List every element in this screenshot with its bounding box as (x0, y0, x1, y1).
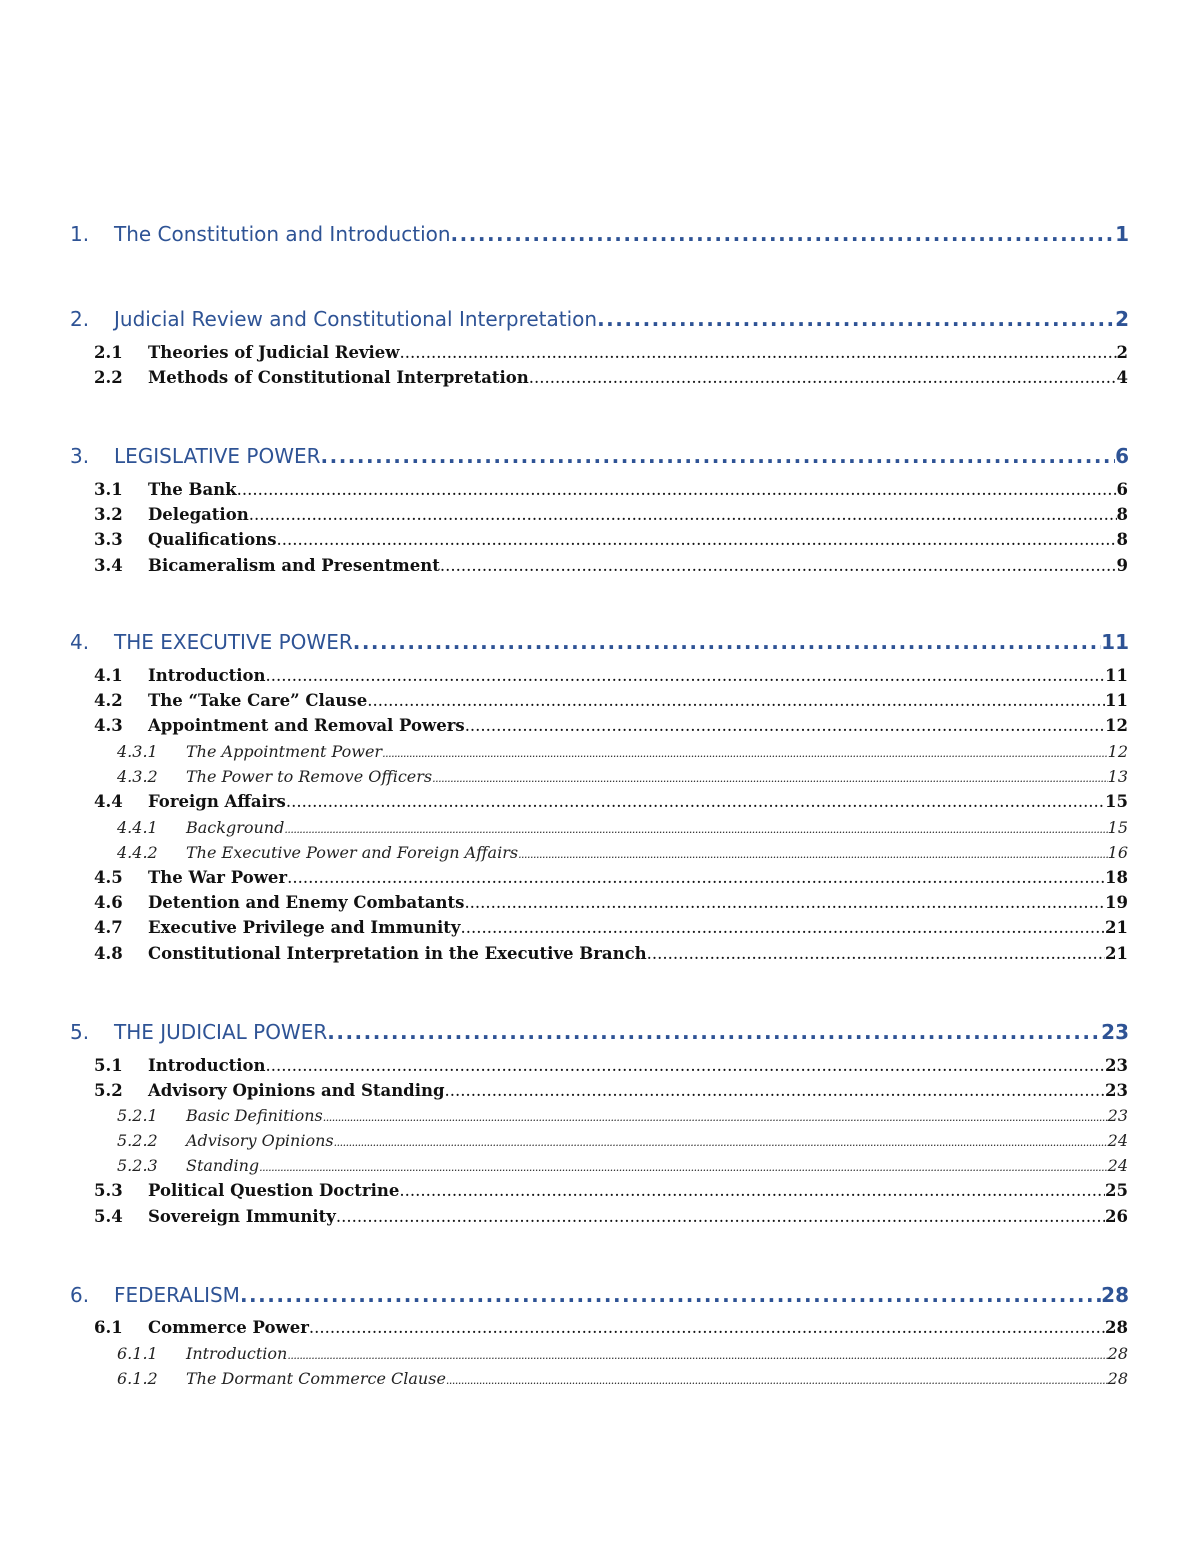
toc-entry-title: LEGISLATIVE POWER (114, 444, 321, 468)
toc-entry-level-3[interactable] (0, 1342, 1200, 1366)
toc-entry-number: 5.3 (94, 1181, 123, 1200)
toc-entry-number: 5.2.2 (117, 1131, 158, 1150)
toc-entry-number: 4. (70, 630, 90, 654)
toc-entry-page-number: 16 (1107, 843, 1128, 862)
toc-entry-number: 6.1.1 (117, 1344, 158, 1363)
toc-entry-title: Qualifications (148, 530, 277, 549)
toc-entry-level-2[interactable] (0, 714, 1200, 738)
toc-entry-title: The Power to Remove Officers (186, 767, 433, 786)
toc-entry-number: 5.4 (94, 1207, 123, 1226)
dot-leader (277, 528, 1117, 552)
toc-entry-title: Delegation (148, 505, 249, 524)
toc-entry-number: 4.4.1 (117, 818, 158, 837)
toc-entry-title: Sovereign Immunity (148, 1207, 336, 1226)
toc-entry-number: 4.7 (94, 918, 123, 937)
toc-entry-level-2[interactable] (0, 554, 1200, 578)
toc-entry-title: Introduction (148, 666, 266, 685)
toc-entry-number: 4.2 (94, 691, 123, 710)
toc-entry-page-number: 28 (1107, 1344, 1128, 1363)
toc-entry-level-1[interactable] (0, 442, 1200, 470)
toc-entry-number: 3. (70, 444, 90, 468)
toc-entry-number: 4.6 (94, 893, 123, 912)
toc-entry-number: 3.4 (94, 556, 123, 575)
toc-entry-page-number: 28 (1105, 1318, 1128, 1337)
toc-entry-level-3[interactable] (0, 1104, 1200, 1128)
toc-entry-page-number: 9 (1116, 556, 1128, 575)
dot-leader (597, 305, 1115, 333)
toc-entry-title: Executive Privilege and Immunity (148, 918, 461, 937)
dot-leader (327, 1018, 1101, 1046)
dot-leader (286, 790, 1105, 814)
toc-entry-title: Judicial Review and Constitutional Interpretation (114, 307, 598, 331)
toc-entry-title: THE JUDICIAL POWER (114, 1020, 328, 1044)
toc-entry-level-2[interactable] (0, 891, 1200, 915)
toc-entry-title: The Executive Power and Foreign Affairs (186, 843, 519, 862)
toc-entry-number: 4.4.2 (117, 843, 158, 862)
dot-leader (237, 478, 1117, 502)
toc-entry-page-number: 25 (1105, 1181, 1128, 1200)
toc-entry-page-number: 11 (1105, 691, 1128, 710)
dot-leader (336, 1205, 1105, 1229)
toc-entry-number: 4.3.1 (117, 742, 158, 761)
toc-entry-page-number: 13 (1107, 767, 1128, 786)
toc-entry-number: 6.1.2 (117, 1369, 158, 1388)
toc-entry-level-2[interactable] (0, 528, 1200, 552)
toc-entry-title: Standing (186, 1156, 260, 1175)
toc-entry-number: 2.1 (94, 343, 123, 362)
toc-entry-title: Bicameralism and Presentment (148, 556, 440, 575)
toc-entry-page-number: 15 (1105, 792, 1128, 811)
toc-entry-number: 3.3 (94, 530, 123, 549)
toc-entry-number: 5.1 (94, 1056, 123, 1075)
toc-entry-page-number: 21 (1105, 944, 1128, 963)
toc-entry-page-number: 23 (1101, 1020, 1129, 1044)
dot-leader (382, 740, 1108, 766)
dot-leader (440, 554, 1117, 578)
toc-entry-page-number: 24 (1107, 1131, 1128, 1150)
dot-leader (323, 1104, 1108, 1130)
dot-leader (266, 1054, 1106, 1078)
toc-entry-title: Theories of Judicial Review (148, 343, 400, 362)
dot-leader (266, 664, 1106, 688)
toc-entry-level-3[interactable] (0, 1154, 1200, 1178)
toc-entry-page-number: 19 (1105, 893, 1128, 912)
toc-entry-number: 5.2.3 (117, 1156, 158, 1175)
toc-entry-level-2[interactable] (0, 1179, 1200, 1203)
toc-entry-level-2[interactable] (0, 1205, 1200, 1229)
toc-entry-title: Introduction (148, 1056, 266, 1075)
toc-entry-title: The Dormant Commerce Clause (186, 1369, 446, 1388)
toc-entry-number: 5. (70, 1020, 90, 1044)
toc-entry-page-number: 15 (1107, 818, 1128, 837)
dot-leader (518, 841, 1108, 867)
dot-leader (353, 628, 1101, 656)
toc-entry-page-number: 24 (1107, 1156, 1128, 1175)
toc-entry-page-number: 4 (1116, 368, 1128, 387)
toc-entry-number: 4.3 (94, 716, 123, 735)
toc-entry-title: The Appointment Power (186, 742, 383, 761)
toc-entry-level-1[interactable] (0, 305, 1200, 333)
toc-entry-number: 1. (70, 222, 90, 246)
toc-entry-page-number: 6 (1116, 480, 1128, 499)
toc-entry-page-number: 26 (1105, 1207, 1128, 1226)
dot-leader (287, 1342, 1107, 1368)
dot-leader (321, 442, 1116, 470)
toc-entry-number: 4.4 (94, 792, 123, 811)
toc-entry-level-3[interactable] (0, 816, 1200, 840)
toc-entry-page-number: 11 (1105, 666, 1128, 685)
toc-entry-page-number: 12 (1105, 716, 1128, 735)
toc-entry-title: Commerce Power (148, 1318, 309, 1337)
toc-entry-number: 6.1 (94, 1318, 123, 1337)
toc-entry-level-2[interactable] (0, 1079, 1200, 1103)
toc-entry-level-2[interactable] (0, 1054, 1200, 1078)
dot-leader (465, 714, 1105, 738)
dot-leader (451, 220, 1116, 248)
dot-leader (461, 916, 1106, 940)
toc-entry-title: Advisory Opinions and Standing (148, 1081, 445, 1100)
toc-entry-title: Methods of Constitutional Interpretation (148, 368, 529, 387)
dot-leader (240, 1281, 1101, 1309)
toc-entry-level-2[interactable] (0, 916, 1200, 940)
toc-entry-page-number: 21 (1105, 918, 1128, 937)
toc-entry-level-1[interactable] (0, 1281, 1200, 1309)
toc-entry-title: The “Take Care” Clause (148, 691, 368, 710)
toc-entry-number: 4.1 (94, 666, 123, 685)
toc-entry-level-3[interactable] (0, 1367, 1200, 1391)
toc-entry-level-2[interactable] (0, 366, 1200, 390)
toc-entry-page-number: 12 (1107, 742, 1128, 761)
toc-entry-page-number: 11 (1101, 630, 1129, 654)
toc-entry-number: 3.2 (94, 505, 123, 524)
toc-entry-level-2[interactable] (0, 478, 1200, 502)
toc-entry-title: Advisory Opinions (186, 1131, 334, 1150)
toc-entry-title: Foreign Affairs (148, 792, 286, 811)
toc-entry-page-number: 23 (1107, 1106, 1128, 1125)
toc-entry-title: Introduction (186, 1344, 288, 1363)
dot-leader (445, 1079, 1106, 1103)
dot-leader (367, 689, 1105, 713)
toc-entry-level-2[interactable] (0, 790, 1200, 814)
toc-entry-level-2[interactable] (0, 866, 1200, 890)
dot-leader (400, 341, 1117, 365)
toc-entry-page-number: 28 (1107, 1369, 1128, 1388)
toc-entry-page-number: 2 (1116, 343, 1128, 362)
toc-entry-number: 2. (70, 307, 90, 331)
toc-entry-number: 6. (70, 1283, 90, 1307)
toc-entry-page-number: 23 (1105, 1056, 1128, 1075)
toc-entry-title: Basic Definitions (186, 1106, 323, 1125)
toc-entry-page-number: 18 (1105, 868, 1128, 887)
toc-entry-number: 2.2 (94, 368, 123, 387)
toc-entry-level-2[interactable] (0, 942, 1200, 966)
toc-entry-title: Detention and Enemy Combatants (148, 893, 465, 912)
toc-entry-number: 5.2 (94, 1081, 123, 1100)
dot-leader (284, 816, 1107, 842)
toc-entry-number: 4.5 (94, 868, 123, 887)
toc-entry-number: 4.3.2 (117, 767, 158, 786)
toc-entry-number: 3.1 (94, 480, 123, 499)
toc-entry-page-number: 8 (1116, 530, 1128, 549)
dot-leader (446, 1367, 1108, 1393)
toc-entry-page-number: 1 (1115, 222, 1129, 246)
dot-leader (432, 765, 1108, 791)
toc-entry-level-1[interactable] (0, 628, 1200, 656)
toc-entry-title: THE EXECUTIVE POWER (114, 630, 353, 654)
toc-entry-level-2[interactable] (0, 1316, 1200, 1340)
toc-entry-level-2[interactable] (0, 503, 1200, 527)
dot-leader (529, 366, 1117, 390)
toc-entry-title: The Bank (148, 480, 237, 499)
toc-entry-level-2[interactable] (0, 689, 1200, 713)
toc-entry-level-3[interactable] (0, 740, 1200, 764)
toc-entry-page-number: 8 (1116, 505, 1128, 524)
toc-entry-title: Political Question Doctrine (148, 1181, 400, 1200)
dot-leader (287, 866, 1105, 890)
toc-entry-number: 4.8 (94, 944, 123, 963)
dot-leader (334, 1129, 1108, 1155)
dot-leader (309, 1316, 1105, 1340)
toc-entry-title: The War Power (148, 868, 288, 887)
toc-entry-level-3[interactable] (0, 1129, 1200, 1153)
toc-entry-number: 5.2.1 (117, 1106, 158, 1125)
toc-entry-level-1[interactable] (0, 1018, 1200, 1046)
toc-entry-title: Background (186, 818, 285, 837)
toc-entry-page-number: 23 (1105, 1081, 1128, 1100)
toc-entry-level-2[interactable] (0, 341, 1200, 365)
toc-entry-page-number: 28 (1101, 1283, 1129, 1307)
dot-leader (464, 891, 1105, 915)
toc-entry-page-number: 2 (1115, 307, 1129, 331)
dot-leader (249, 503, 1117, 527)
toc-entry-title: Constitutional Interpretation in the Executive Branch (148, 944, 647, 963)
dot-leader (259, 1154, 1108, 1180)
toc-entry-title: Appointment and Removal Powers (148, 716, 465, 735)
toc-entry-level-3[interactable] (0, 765, 1200, 789)
toc-entry-level-2[interactable] (0, 664, 1200, 688)
toc-entry-title: The Constitution and Introduction (114, 222, 451, 246)
dot-leader (647, 942, 1105, 966)
dot-leader (399, 1179, 1105, 1203)
toc-entry-level-1[interactable] (0, 220, 1200, 248)
toc-entry-level-3[interactable] (0, 841, 1200, 865)
toc-entry-page-number: 6 (1115, 444, 1129, 468)
toc-entry-title: FEDERALISM (114, 1283, 240, 1307)
